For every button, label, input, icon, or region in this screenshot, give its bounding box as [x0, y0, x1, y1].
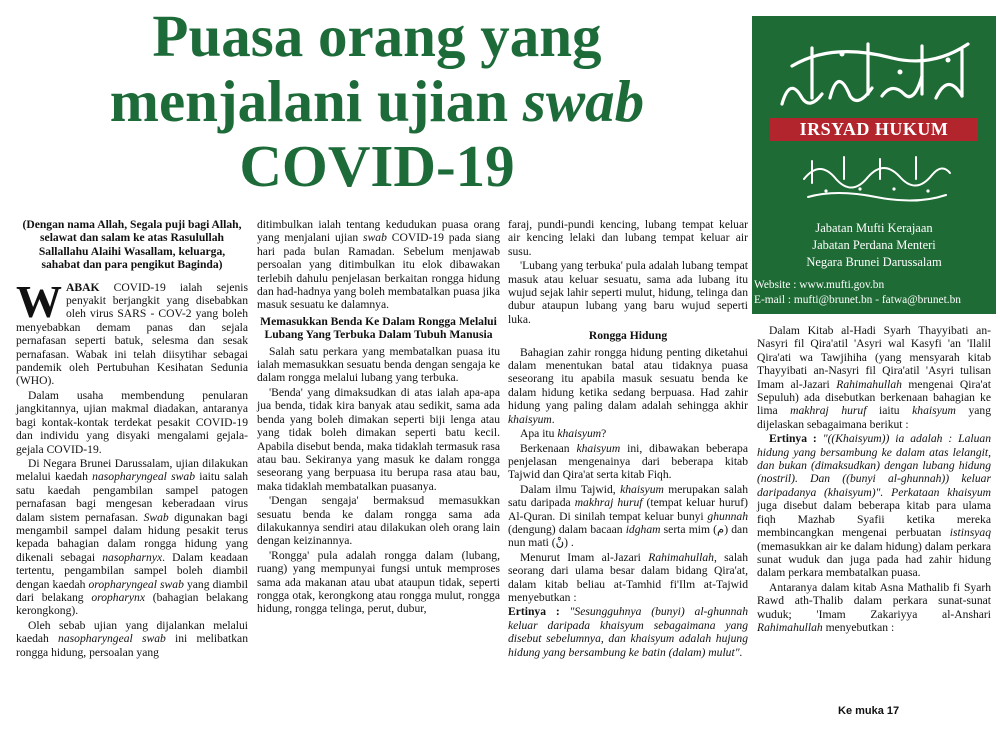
paragraph: 'Benda' yang dimaksudkan di atas ialah apa-apa jua benda, tidak kira banyak atau sedikit, sama ada benda yang boleh dimakan seperti biji lenga atau yang tidak boleh dimakan seperti batu kecil. Apabila disebut benda, maka tidaklah termasuk rasa atau bau. Sekiranya yang masuk ke dalam rongga seseorang yang berpuasa itu berupa rasa atau bau, maka tidaklah membatalkan puasanya.: [257, 385, 500, 493]
dept-line-1: Jabatan Mufti Kerajaan: [815, 221, 933, 235]
paragraph: Di Negara Brunei Darussalam, ujian dilakukan melalui kaedah nasopharyngeal swab iaitu salah satu kaedah pengambilan sampel patogen pernafasan bagi mengesan keberadaan virus dalam sistem pernafasan. Swab digunakan bagi mengambil sampel dalam hidung pesakit terus kepada bahagian dalam rongga hidung yang dikenali sebagai nasopharnyx. Dalam keadaan tertentu, pengambilan sampel boleh diambil dengan kaedah oropharyngeal swab yang diambil dari belakang oropharynx (bahagian belakang kerongkong).: [16, 456, 248, 618]
arabic-calligraphy-logo: [772, 36, 976, 112]
department-block: [752, 220, 996, 271]
irsyad-hukum-title: IRSYAD HUKUM: [770, 118, 978, 141]
headline-line-2-text: menjalani ujian: [109, 68, 523, 134]
paragraph: Oleh sebab ujian yang dijalankan melalui kaedah nasopharyngeal swab ini melibatkan rongga hidung, persoalan yang: [16, 618, 248, 659]
paragraph: Menurut Imam al-Jazari Rahimahullah, salah seorang dari ulama besar dalam bidang Qira'at, dalam kitab beliau at-Tamhid fi'Ilm at-Tajwid menyebutkan :: [508, 550, 748, 604]
section-heading: Memasukkan Benda Ke Dalam Rongga Melalui Lubang Yang Terbuka Dalam Tubuh Manusia: [260, 314, 497, 342]
paragraph: Berkenaan khaisyum ini, dibawakan beberapa penjelasan mengenainya dari beberapa kitab Tajwid dan Qira'at serta kitab Fiqh.: [508, 441, 749, 482]
paragraph: Dalam usaha membendung penularan jangkitannya, ujian makmal diadakan, antaranya bagi kontak-kontak terdekat pesakit COVID-19 dan individu yang disyaki mengalami gejala-gejala COVID-19.: [16, 388, 248, 456]
paragraph: Dalam Kitab al-Hadi Syarh Thayyibati an-Nasyri fil Qira'atil 'Asyri wal Kasyfi 'an 'Ilalil Qira'ati wa Tawjihiha (yang mensyarah kitab Thayyibati an-Nasyri fil Qira'atil 'Asyri tulisan Imam al-Jazari Rahimahullah mengenai Qira'at Sepuluh) ada disebutkan berkenaan bahagian ke lima makhraj huruf iaitu khaisyum yang dijelaskan sebagaimana berikut :: [757, 324, 991, 431]
intro-bismillah: (Dengan nama Allah, Segala puji bagi Allah, selawat dan salam ke atas Rasulullah Sallallahu Alaihi Wasallam, keluarga, sahabat dan para pengikut Baginda): [22, 218, 242, 272]
headline-line-2: [8, 69, 746, 134]
column-1: [16, 218, 248, 660]
email-text: E-mail : mufti@brunet.bn - fatwa@brunet.bn: [754, 294, 961, 306]
column-3: [508, 218, 748, 660]
paragraph: WABAK COVID-19 ialah sejenis penyakit berjangkit yang disebabkan oleh virus SARS - COV-2 yang boleh menyebabkan demam panas dan sejala pernafasan seperti batuk, selesma dan sesak pernafasan. Wabak ini telah diisytihar sebagai pandemik oleh Pertubuhan Kesihatan Sedunia (WHO).: [16, 275, 248, 388]
column-2: [257, 218, 500, 617]
paragraph: ditimbulkan ialah tentang kedudukan puasa orang yang menjalani ujian swab COVID-19 pada siang hari pada bulan Ramadan. Sebelum menjawab persoalan yang ditimbulkan itu elok dibawakan terlebih dahulu penjelasan berkaitan rongga hidung dan had-hadnya yang boleh membatalkan puasa jika masuk sesuatu ke dalamnya.: [257, 218, 500, 312]
irsyad-hukum-banner: [752, 16, 996, 314]
paragraph: Apa itu khaisyum?: [520, 427, 607, 441]
paragraph: Dalam ilmu Tajwid, khaisyum merupakan salah satu daripada makhraj huruf (tempat keluar huruf) Al-Quran. Di sinilah tempat keluar bunyi ghunnah (dengung) dalam bacaan idgham serta mim (م) dan nun mati (نْ) .: [508, 482, 748, 550]
headline-line-1: Puasa orang yang: [152, 3, 602, 69]
paragraph: 'Dengan sengaja' bermaksud memasukkan sesuatu benda ke dalam rongga sama ada dilakukannya sendiri atau dilakukan oleh orang lain dengan keizinannya.: [257, 494, 500, 548]
translation-quote: Ertinya : "Sesungguhnya (bunyi) al-ghunnah keluar daripada khaisyum sebagaimana yang disebut sebelumnya, dan khaisyum adalah hujung hidung yang bersambung ke batin (dalam) mulut".: [508, 605, 748, 659]
paragraph: 'Lubang yang terbuka' pula adalah lubang tempat masuk atau keluar sesuatu, sama ada lubang itu wujud sejak lahir seperti mulut, hidung, telinga dan dubur ataupun lubang yang baru wujud seperti luka.: [508, 259, 748, 326]
paragraph: Bahagian zahir rongga hidung penting diketahui dalam menentukan batal atau tidaknya puasa seseorang itu apabila masuk sesuatu benda ke dalam hidung ketika sedang berpuasa. Had zahir hidung yang paling dalam adalah sehingga akhir khaisyum.: [508, 345, 748, 426]
column-4: [757, 324, 991, 635]
continued-on-page: Ke muka 17: [838, 705, 900, 717]
headline-line-3: COVID-19: [239, 133, 515, 199]
arabic-calligraphy-seal: [796, 149, 956, 209]
headline: [8, 4, 746, 199]
headline-swab: swab: [522, 68, 645, 134]
website-text: Website : www.mufti.gov.bn: [754, 279, 885, 291]
paragraph: 'Rongga' pula adalah rongga dalam (lubang, ruang) yang mempunyai fungsi untuk memproses sama ada makanan atau ubat ataupun tidak, seperti rongga otak, kerongkong atau rongga mulut, rongga hidung, rongga telinga, perut, dubur,: [257, 548, 500, 616]
paragraph: Antaranya dalam kitab Asna Mathalib fi Syarh Rawd ath-Thalib dalam perkara sunat-sunat wuduk; 'Imam Zakariyya al-Anshari Rahimahullah menyebutkan :: [757, 580, 991, 634]
section-heading: Rongga Hidung: [588, 329, 668, 343]
translation-quote: Ertinya : "((Khaisyum)) ia adalah : Laluan hidung yang bersambung ke dalam atas lelangit, dan bukan (dimaksudkan) dengan lubang hidung (nostril). Dan ((bunyi al-ghunnah)) keluar daripadanya (khaisyum)". Perkataan khaisyum juga disebut dalam beberapa kitab para ulama fiqh Mazhab Syafii ketika mereka membincangkan mengenai perbuatan istinsyaq (memasukkan air ke dalam hidung) dalam perkara sunat wuduk dan juga pada had zahir hidung dalam perkara membatalkan puasa.: [757, 432, 991, 580]
dept-line-3: Negara Brunei Darussalam: [806, 255, 942, 269]
drop-cap: W: [16, 275, 62, 327]
contact-block: [752, 278, 996, 308]
paragraph: faraj, pundi-pundi kencing, lubang tempat keluar air kencing lelaki dan lubang tempat keluar air susu.: [508, 218, 748, 258]
paragraph: Salah satu perkara yang membatalkan puasa itu ialah memasukkan sesuatu benda dengan sengaja ke dalam rongga melalui lubang yang terbuka.: [257, 344, 500, 385]
dept-line-2: Jabatan Perdana Menteri: [812, 238, 936, 252]
